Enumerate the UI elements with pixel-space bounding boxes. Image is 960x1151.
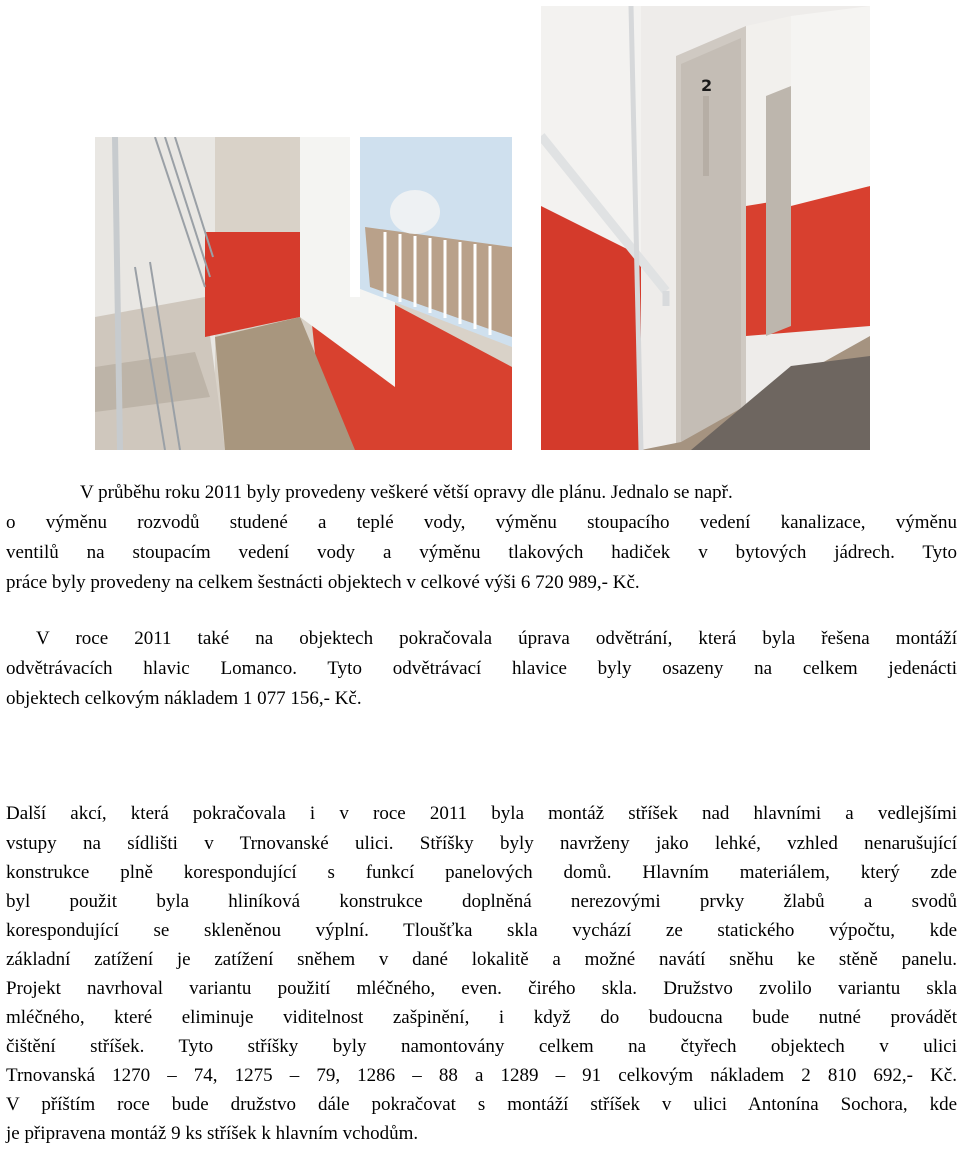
paragraph-line: Projekt navrhoval variantu použití mléčného, even. čirého skla. Družstvo zvolilo variantu skla [6, 978, 957, 999]
paragraph-line: ventilů na stoupacím vedení vody a výměnu tlakových hadiček v bytových jádrech. Tyto [6, 542, 957, 563]
stairwell-window-photo [95, 137, 512, 450]
paragraph-line: objektech celkovým nákladem 1 077 156,- Kč. [6, 688, 362, 709]
paragraph-line: práce byly provedeny na celkem šestnácti objektech v celkové výši 6 720 989,- Kč. [6, 572, 640, 593]
stairwell-door-photo [541, 6, 870, 450]
paragraph-line: čištění stříšek. Tyto stříšky byly namontovány celkem na čtyřech objektech v ulici [6, 1036, 957, 1057]
stairwell-door-image [541, 6, 870, 450]
paragraph-line: odvětrávacích hlavic Lomanco. Tyto odvětrávací hlavice byly osazeny na celkem jedenácti [6, 658, 957, 679]
paragraph-line: konstrukce plně korespondující s funkcí panelových domů. Hlavním materiálem, který zde [6, 862, 957, 883]
door-number: 2 [701, 76, 713, 95]
paragraph-line: korespondující se skleněnou výplní. Tloušťka skla vychází ze statického výpočtu, kde [6, 920, 957, 941]
paragraph-line: mléčného, které eliminuje viditelnost zašpinění, i když do budoucna bude nutné provádět [6, 1007, 957, 1028]
paragraph-line: byl použit byla hliníková konstrukce doplněná nerezovými prvky žlabů a svodů [6, 891, 957, 912]
paragraph-line: vstupy na sídlišti v Trnovanské ulici. Stříšky byly navrženy jako lehké, vzhled nenarušující [6, 833, 957, 854]
paragraph-line: o výměnu rozvodů studené a teplé vody, výměnu stoupacího vedení kanalizace, výměnu [6, 512, 957, 533]
paragraph-line: základní zatížení je zatížení sněhem v dané lokalitě a možné navátí sněhu ke stěně panelu. [6, 949, 957, 970]
paragraph-line: V průběhu roku 2011 byly provedeny veškeré větší opravy dle plánu. Jednalo se např. [80, 482, 733, 503]
paragraph-line: Trnovanská 1270 – 74, 1275 – 79, 1286 – 88 a 1289 – 91 celkovým nákladem 2 810 692,- Kč. [6, 1065, 957, 1086]
stairwell-window-image [95, 137, 512, 450]
paragraph-line: je připravena montáž 9 ks stříšek k hlavním vchodům. [6, 1123, 419, 1144]
paragraph-line: Další akcí, která pokračovala i v roce 2011 byla montáž stříšek nad hlavními a vedlejšími [6, 803, 957, 824]
paragraph-line: V roce 2011 také na objektech pokračovala úprava odvětrání, která byla řešena montáží [36, 628, 957, 649]
paragraph-line: V příštím roce bude družstvo dále pokračovat s montáží stříšek v ulici Antonína Sochora, kde [6, 1094, 957, 1115]
